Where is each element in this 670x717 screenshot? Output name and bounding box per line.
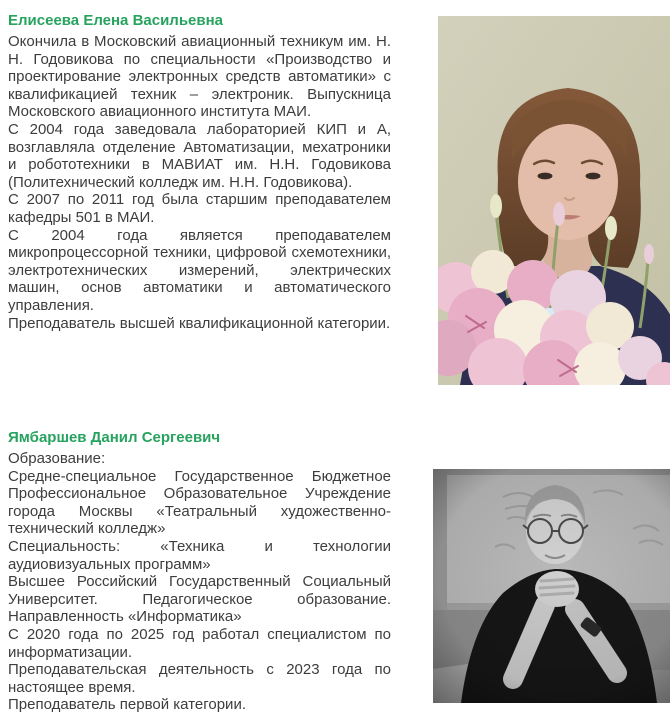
bio-paragraph: С 2007 по 2011 год была старшим преподавателем кафедры 501 в МАИ. [8,191,391,226]
portrait-photo-man-grayscale [433,469,670,703]
bio-paragraph: С 2004 года является преподавателем микропроцессорной техники, цифровой схемотехники, электротехнических измерений, электрических машин, основ автоматики и автоматического управления. [8,226,391,314]
bio-paragraph: Образование: [8,450,106,467]
bio-paragraph: Окончила в Московский авиационный техникум им. Н. Н. Годовикова по специальности «Производство и проектирование электронных средств автоматики» с квалификацией техник – электроник. Выпускница Московского авиационного института МАИ. [8,33,391,121]
vignette-overlay [433,469,670,703]
profile-section-eliseeva [8,12,391,332]
profile-bio-text [8,450,391,714]
bio-paragraph: Преподаватель высшей квалификационной категории. [8,314,391,332]
bio-paragraph: С 2020 года по 2025 год работал специалистом по информатизации. [8,625,391,661]
portrait-photo-woman-with-flowers [438,16,670,385]
profile-section-yambarshev [8,429,391,714]
bio-paragraph: Преподаватель первой категории. [8,696,246,714]
profile-name-heading: Елисеева Елена Васильевна [8,12,224,29]
bio-paragraph: Специальность: «Техника и технологии аудиовизуальных программ» [8,537,391,573]
bio-paragraph: Высшее Российский Государственный Социальный Университет. Педагогическое образование. Направленность «Информатика» [8,573,391,626]
bio-paragraph: Средне-специальное Государственное Бюджетное Профессиональное Образовательное Учреждение города Москвы «Театральный художественно-технический колледж» [8,467,391,538]
profile-bio-text [8,33,391,332]
bio-paragraph: Преподавательская деятельность с 2023 года по настоящее время. [8,661,391,696]
bio-paragraph: С 2004 года заведовала лабораторией КИП и А, возглавляла отделение Автоматизации, мехатроники и робототехники в МАВИАТ им. Н.Н. Годовикова (Политехнический колледж им. Н.Н. Годовикова). [8,120,391,191]
profile-name-heading: Ямбаршев Данил Сергеевич [8,429,221,446]
